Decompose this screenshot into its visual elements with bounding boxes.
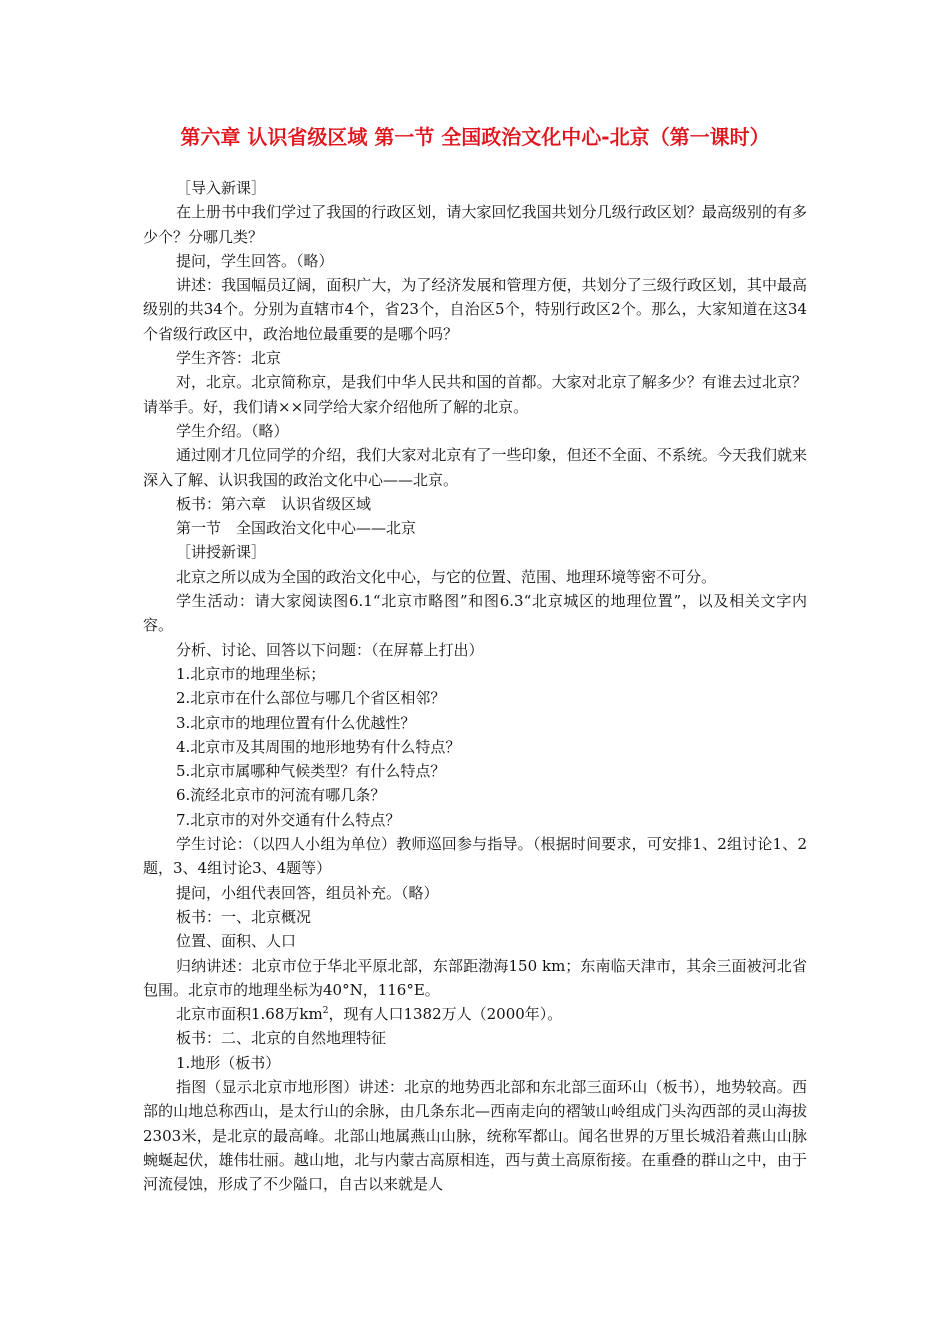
paragraph: 板书：第六章 认识省级区域 xyxy=(176,494,372,513)
paragraph: 提问，学生回答。（略） xyxy=(176,251,334,270)
paragraph: 讲述：我国幅员辽阔，面积广大，为了经济发展和管理方便，共划分了三级行政区划，其中最高级别的共34个。分别为直辖市4个，省23个，自治区5个，特别行政区2个。那么，大家知道在这34个省级行政区中，政治地位最重要的是哪个吗？ xyxy=(143,276,807,343)
paragraph: 学生齐答：北京 xyxy=(176,349,282,368)
paragraph: 提问，小组代表回答，组员补充。（略） xyxy=(176,883,439,902)
paragraph: 对，北京。北京简称京，是我们中华人民共和国的首都。大家对北京了解多少？有谁去过北京？请举手。好，我们请××同学给大家介绍他所了解的北京。 xyxy=(143,373,807,416)
paragraph: ［导入新课］ xyxy=(176,179,267,197)
question-item: 2.北京市在什么部位与哪几个省区相邻？ xyxy=(176,689,446,708)
question-item: 1.北京市的地理坐标； xyxy=(176,664,326,683)
section-heading: 第一节 全国政治文化中心——北京 xyxy=(176,519,417,538)
paragraph: 学生活动：请大家阅读图6.1“北京市略图”和图6.3“北京城区的地理位置”，以及相关文字内容。 xyxy=(143,592,807,635)
question-item: 7.北京市的对外交通有什么特点？ xyxy=(176,810,401,829)
area-superscript: 2 xyxy=(322,1006,329,1017)
question-item: 4.北京市及其周围的地形地势有什么特点？ xyxy=(176,737,461,756)
paragraph: 北京之所以成为全国的政治文化中心，与它的位置、范围、地理环境等密不可分。 xyxy=(176,567,717,586)
paragraph: 学生介绍。（略） xyxy=(176,421,289,440)
document-body xyxy=(143,176,807,1196)
paragraph: 板书：一、北京概况 xyxy=(176,907,312,926)
paragraph: ［讲授新课］ xyxy=(176,543,267,562)
question-item: 3.北京市的地理位置有什么优越性？ xyxy=(176,713,416,732)
paragraph: 板书：二、北京的自然地理特征 xyxy=(176,1029,387,1048)
paragraph: 指图（显示北京市地形图）讲述：北京的地势西北部和东北部三面环山（板书），地势较高。西部的山地总称西山，是太行山的余脉，由几条东北—西南走向的褶皱山岭组成门头沟西部的灵山海拔2303米，是北京的最高峰。北部山地属燕山山脉，统称军都山。闻名世界的万里长城沿着燕山山脉蜿蜒起伏，雄伟壮丽。越山地，北与内蒙古高原相连，西与黄土高原衔接。在重叠的群山之中，由于河流侵蚀，形成了不少隘口，自古以来就是人 xyxy=(143,1077,807,1194)
area-text-before: 北京市面积1.68万km xyxy=(176,1005,323,1024)
paragraph: 位置、面积、人口 xyxy=(176,932,297,951)
document-title: 第六章 认识省级区域 第一节 全国政治文化中心-北京（第一课时） xyxy=(180,125,770,149)
paragraph: 在上册书中我们学过了我国的行政区划，请大家回忆我国共划分几级行政区划？最高级别的有多少个？分哪几类？ xyxy=(143,203,807,246)
question-item: 6.流经北京市的河流有哪几条？ xyxy=(176,786,386,805)
paragraph: 分析、讨论、回答以下问题：（在屏幕上打出） xyxy=(176,640,484,659)
question-item: 5.北京市属哪种气候类型？有什么特点？ xyxy=(176,762,446,781)
paragraph: 归纳讲述：北京市位于华北平原北部，东部距渤海150 km；东南临天津市，其余三面被河北省包围。北京市的地理坐标为40°N，116°E。 xyxy=(143,956,807,999)
paragraph: 通过刚才几位同学的介绍，我们大家对北京有了一些印象，但还不全面、不系统。今天我们就来深入了解、认识我国的政治文化中心——北京。 xyxy=(143,446,807,489)
area-paragraph xyxy=(143,1002,807,1026)
paragraph: 1.地形（板书） xyxy=(176,1053,281,1072)
paragraph: 学生讨论：（以四人小组为单位）教师巡回参与指导。（根据时间要求，可安排1、2组讨论1、2题，3、4组讨论3、4题等） xyxy=(143,835,807,878)
area-text-after: ，现有人口1382万人（2000年）。 xyxy=(328,1005,563,1024)
